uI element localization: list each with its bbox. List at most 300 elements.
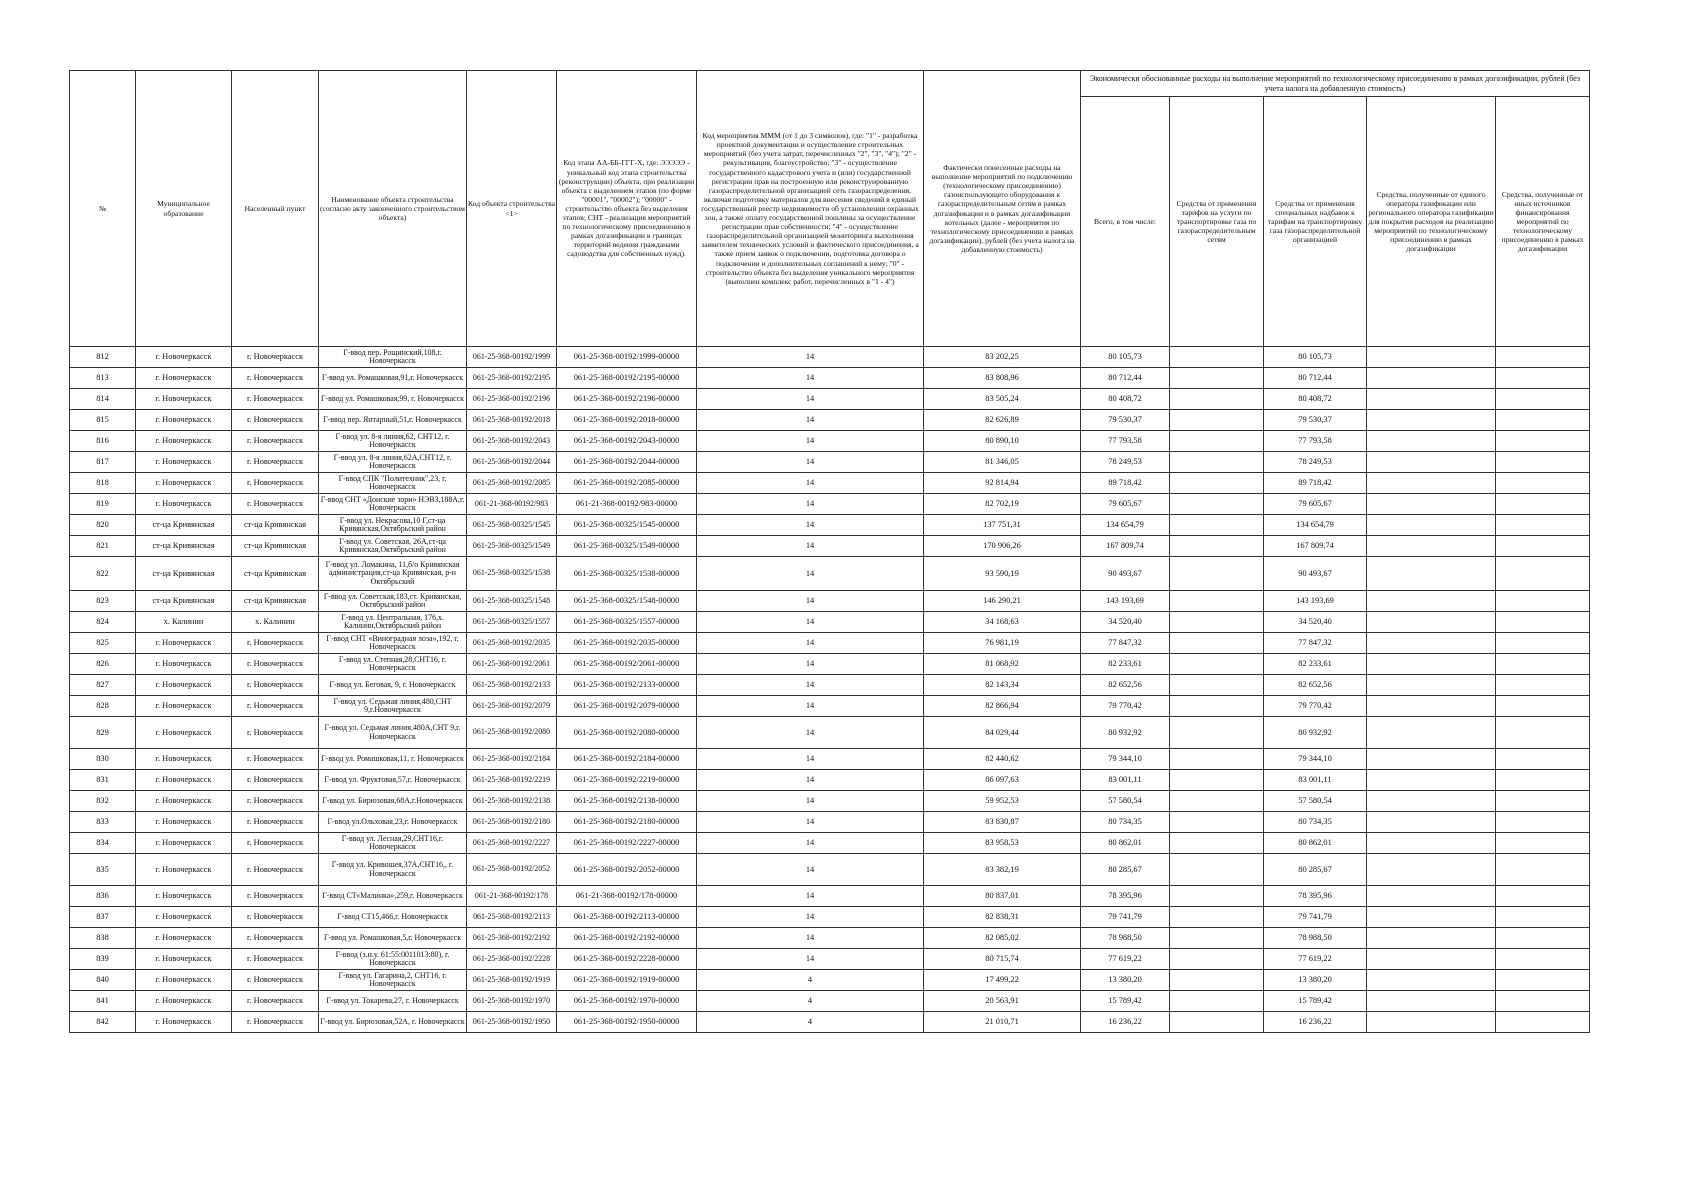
cell-num: 833 — [70, 812, 136, 833]
cell-event-code: 14 — [697, 557, 924, 591]
cell-operator-funds — [1367, 791, 1496, 812]
cell-special-surcharge: 167 809,74 — [1264, 536, 1367, 557]
cell-event-code: 14 — [697, 833, 924, 854]
cell-operator-funds — [1367, 557, 1496, 591]
cell-object-code: 061-25-368-00325/1545 — [467, 515, 557, 536]
cell-municipality: г. Новочеркасск — [136, 970, 232, 991]
cell-event-code: 14 — [697, 368, 924, 389]
cell-transport-tariff — [1170, 410, 1264, 431]
cell-actual-costs: 82 440,62 — [924, 749, 1081, 770]
cell-special-surcharge: 57 580,54 — [1264, 791, 1367, 812]
cell-special-surcharge: 79 530,37 — [1264, 410, 1367, 431]
cell-total: 80 932,92 — [1081, 717, 1170, 749]
cell-operator-funds — [1367, 591, 1496, 612]
cell-other-sources — [1496, 612, 1590, 633]
cell-object-code: 061-25-368-00325/1557 — [467, 612, 557, 633]
cell-object-code: 061-25-368-00192/2227 — [467, 833, 557, 854]
cell-municipality: г. Новочеркасск — [136, 654, 232, 675]
table-row — [70, 749, 1590, 770]
cell-stage-code: 061-25-368-00192/1919-00000 — [557, 970, 697, 991]
cell-transport-tariff — [1170, 812, 1264, 833]
cell-total: 77 793,58 — [1081, 431, 1170, 452]
cell-num: 820 — [70, 515, 136, 536]
cell-transport-tariff — [1170, 654, 1264, 675]
cell-transport-tariff — [1170, 833, 1264, 854]
cell-num: 823 — [70, 591, 136, 612]
cell-municipality: г. Новочеркасск — [136, 812, 232, 833]
cell-total: 89 718,42 — [1081, 473, 1170, 494]
cell-other-sources — [1496, 431, 1590, 452]
cell-municipality: г. Новочеркасск — [136, 675, 232, 696]
cell-stage-code: 061-25-368-00192/2061-00000 — [557, 654, 697, 675]
cell-total: 80 285,67 — [1081, 854, 1170, 886]
cell-special-surcharge: 78 249,53 — [1264, 452, 1367, 473]
cell-actual-costs: 83 808,96 — [924, 368, 1081, 389]
cell-object-name: Г-ввод ул. Ромашковая,11, г. Новочеркасск — [319, 749, 467, 770]
cell-object-code: 061-25-368-00192/2138 — [467, 791, 557, 812]
cell-actual-costs: 92 814,94 — [924, 473, 1081, 494]
cell-object-name: Г-ввод ул. Беговая, 9, г. Новочеркасск — [319, 675, 467, 696]
cell-operator-funds — [1367, 833, 1496, 854]
cell-actual-costs: 82 143,34 — [924, 675, 1081, 696]
cell-actual-costs: 17 499,22 — [924, 970, 1081, 991]
cell-municipality: г. Новочеркасск — [136, 410, 232, 431]
cell-municipality: г. Новочеркасск — [136, 717, 232, 749]
cell-special-surcharge: 15 789,42 — [1264, 991, 1367, 1012]
cell-actual-costs: 83 830,87 — [924, 812, 1081, 833]
header-operator-funds: Средства, полученные от единого оператора газификации или регионального оператора газификации для покрытия расходов на реализацию мероприятий по технологическому присоединению в рамках догазификации — [1367, 97, 1496, 347]
cell-total: 143 193,69 — [1081, 591, 1170, 612]
cell-settlement: г. Новочеркасск — [232, 452, 319, 473]
cell-other-sources — [1496, 907, 1590, 928]
cell-other-sources — [1496, 991, 1590, 1012]
cell-stage-code: 061-21-368-00192/178-00000 — [557, 886, 697, 907]
cell-special-surcharge: 78 988,50 — [1264, 928, 1367, 949]
cell-actual-costs: 86 097,63 — [924, 770, 1081, 791]
cell-stage-code: 061-21-368-00192/983-00000 — [557, 494, 697, 515]
cell-transport-tariff — [1170, 452, 1264, 473]
cell-settlement: г. Новочеркасск — [232, 696, 319, 717]
cell-object-name: Г-ввод ул. Бирюзовая,52А, г. Новочеркасск — [319, 1012, 467, 1033]
cell-stage-code: 061-25-368-00325/1549-00000 — [557, 536, 697, 557]
cell-actual-costs: 137 751,31 — [924, 515, 1081, 536]
cell-num: 816 — [70, 431, 136, 452]
cell-event-code: 14 — [697, 591, 924, 612]
cell-municipality: г. Новочеркасск — [136, 368, 232, 389]
cell-other-sources — [1496, 591, 1590, 612]
cell-municipality: х. Калинин — [136, 612, 232, 633]
cell-operator-funds — [1367, 1012, 1496, 1033]
table-row — [70, 410, 1590, 431]
cell-object-name: Г-ввод ул. Токарева,27, г. Новочеркасск — [319, 991, 467, 1012]
cell-settlement: г. Новочеркасск — [232, 633, 319, 654]
cell-object-code: 061-25-368-00192/1970 — [467, 991, 557, 1012]
cell-operator-funds — [1367, 473, 1496, 494]
cell-total: 79 605,67 — [1081, 494, 1170, 515]
cell-operator-funds — [1367, 928, 1496, 949]
cell-object-code: 061-25-368-00192/2180 — [467, 812, 557, 833]
cell-other-sources — [1496, 473, 1590, 494]
cell-object-code: 061-25-368-00325/1548 — [467, 591, 557, 612]
cell-total: 134 654,79 — [1081, 515, 1170, 536]
cell-other-sources — [1496, 654, 1590, 675]
cell-special-surcharge: 80 932,92 — [1264, 717, 1367, 749]
cell-actual-costs: 84 029,44 — [924, 717, 1081, 749]
table-row — [70, 536, 1590, 557]
cell-actual-costs: 21 010,71 — [924, 1012, 1081, 1033]
table-row — [70, 633, 1590, 654]
cell-settlement: г. Новочеркасск — [232, 473, 319, 494]
cell-transport-tariff — [1170, 473, 1264, 494]
cell-actual-costs: 59 952,53 — [924, 791, 1081, 812]
cell-total: 13 380,20 — [1081, 970, 1170, 991]
cell-actual-costs: 80 715,74 — [924, 949, 1081, 970]
table-body — [70, 347, 1590, 1033]
cell-municipality: г. Новочеркасск — [136, 452, 232, 473]
table-row — [70, 515, 1590, 536]
cell-settlement: г. Новочеркасск — [232, 654, 319, 675]
cell-settlement: г. Новочеркасск — [232, 347, 319, 368]
cell-stage-code: 061-25-368-00192/2228-00000 — [557, 949, 697, 970]
cell-event-code: 14 — [697, 749, 924, 770]
cell-actual-costs: 80 837,01 — [924, 886, 1081, 907]
cell-num: 838 — [70, 928, 136, 949]
cell-event-code: 14 — [697, 812, 924, 833]
cell-operator-funds — [1367, 812, 1496, 833]
cell-num: 813 — [70, 368, 136, 389]
cell-special-surcharge: 90 493,67 — [1264, 557, 1367, 591]
cell-actual-costs: 34 168,63 — [924, 612, 1081, 633]
cell-operator-funds — [1367, 970, 1496, 991]
cell-municipality: г. Новочеркасск — [136, 886, 232, 907]
cell-object-name: Г-ввод ул. Центральная, 176,х. Калинин,Октябрьский район — [319, 612, 467, 633]
cell-settlement: г. Новочеркасск — [232, 854, 319, 886]
cell-num: 839 — [70, 949, 136, 970]
cell-transport-tariff — [1170, 949, 1264, 970]
cell-actual-costs: 82 085,02 — [924, 928, 1081, 949]
header-actual-costs: Фактически понесенные расходы на выполнение мероприятий по подключению (технологическому присоединению) газоиспользующего оборудования к газораспределительным сетям в рамках догазификации и в рамках догазификации котельных (далее - мероприятия по технологическому присоединению в рамках догазификации), рублей (без учета налога на добавленную стоимость) — [924, 71, 1081, 347]
cell-special-surcharge: 83 001,11 — [1264, 770, 1367, 791]
cell-num: 826 — [70, 654, 136, 675]
cell-object-name: Г-ввод ул. Бирюзовая,68А,г.Новочеркасск — [319, 791, 467, 812]
cell-object-name: Г-ввод ул.Ольховая,23,г. Новочеркасск — [319, 812, 467, 833]
cell-settlement: г. Новочеркасск — [232, 907, 319, 928]
table-row — [70, 970, 1590, 991]
cell-total: 83 001,11 — [1081, 770, 1170, 791]
table-header — [70, 71, 1590, 347]
cell-special-surcharge: 16 236,22 — [1264, 1012, 1367, 1033]
cell-transport-tariff — [1170, 696, 1264, 717]
table-row — [70, 347, 1590, 368]
table-row — [70, 431, 1590, 452]
cell-num: 837 — [70, 907, 136, 928]
cell-operator-funds — [1367, 675, 1496, 696]
cell-event-code: 14 — [697, 770, 924, 791]
cell-stage-code: 061-25-368-00192/2192-00000 — [557, 928, 697, 949]
cell-other-sources — [1496, 854, 1590, 886]
cell-settlement: ст-ца Кривянская — [232, 557, 319, 591]
cell-num: 825 — [70, 633, 136, 654]
cell-stage-code: 061-25-368-00325/1538-00000 — [557, 557, 697, 591]
cell-object-code: 061-25-368-00192/1999 — [467, 347, 557, 368]
cell-event-code: 14 — [697, 536, 924, 557]
table-row — [70, 717, 1590, 749]
cell-municipality: ст-ца Кривянская — [136, 515, 232, 536]
cell-municipality: г. Новочеркасск — [136, 633, 232, 654]
cell-object-name: Г-ввод ул. Советская,183,ст. Кривянская, Октябрьский район — [319, 591, 467, 612]
cell-other-sources — [1496, 347, 1590, 368]
cell-settlement: ст-ца Кривянская — [232, 536, 319, 557]
cell-object-code: 061-25-368-00192/2079 — [467, 696, 557, 717]
cell-special-surcharge: 82 233,61 — [1264, 654, 1367, 675]
cell-municipality: г. Новочеркасск — [136, 347, 232, 368]
cell-settlement: г. Новочеркасск — [232, 991, 319, 1012]
table-row — [70, 494, 1590, 515]
cell-object-code: 061-25-368-00192/1919 — [467, 970, 557, 991]
cell-num: 834 — [70, 833, 136, 854]
cell-total: 80 408,72 — [1081, 389, 1170, 410]
cell-other-sources — [1496, 749, 1590, 770]
cell-actual-costs: 76 981,19 — [924, 633, 1081, 654]
header-settlement: Населенный пункт — [232, 71, 319, 347]
cell-municipality: г. Новочеркасск — [136, 770, 232, 791]
cell-other-sources — [1496, 452, 1590, 473]
cell-settlement: г. Новочеркасск — [232, 770, 319, 791]
cell-num: 841 — [70, 991, 136, 1012]
cell-special-surcharge: 80 408,72 — [1264, 389, 1367, 410]
cell-operator-funds — [1367, 949, 1496, 970]
cell-other-sources — [1496, 949, 1590, 970]
cell-transport-tariff — [1170, 928, 1264, 949]
cell-operator-funds — [1367, 368, 1496, 389]
cell-transport-tariff — [1170, 515, 1264, 536]
table-row — [70, 991, 1590, 1012]
cell-stage-code: 061-25-368-00192/2113-00000 — [557, 907, 697, 928]
cell-stage-code: 061-25-368-00192/1950-00000 — [557, 1012, 697, 1033]
cell-settlement: г. Новочеркасск — [232, 749, 319, 770]
table-row — [70, 654, 1590, 675]
cell-object-name: Г-ввод ул. Фруктовая,57,г. Новочеркасск — [319, 770, 467, 791]
cell-event-code: 14 — [697, 886, 924, 907]
cell-other-sources — [1496, 368, 1590, 389]
cell-num: 836 — [70, 886, 136, 907]
cell-event-code: 14 — [697, 717, 924, 749]
cell-operator-funds — [1367, 770, 1496, 791]
table-row — [70, 886, 1590, 907]
cell-other-sources — [1496, 970, 1590, 991]
cell-stage-code: 061-25-368-00192/2043-00000 — [557, 431, 697, 452]
cell-stage-code: 061-25-368-00192/2035-00000 — [557, 633, 697, 654]
cell-total: 16 236,22 — [1081, 1012, 1170, 1033]
cell-other-sources — [1496, 928, 1590, 949]
cell-operator-funds — [1367, 536, 1496, 557]
cell-actual-costs: 93 590,19 — [924, 557, 1081, 591]
cell-settlement: ст-ца Кривянская — [232, 591, 319, 612]
cell-stage-code: 061-25-368-00192/2052-00000 — [557, 854, 697, 886]
table-row — [70, 612, 1590, 633]
cell-object-code: 061-25-368-00192/2044 — [467, 452, 557, 473]
cell-stage-code: 061-25-368-00325/1548-00000 — [557, 591, 697, 612]
table-row — [70, 675, 1590, 696]
cell-municipality: г. Новочеркасск — [136, 928, 232, 949]
cell-operator-funds — [1367, 410, 1496, 431]
header-special-surcharge: Средства от применения специальных надбавок к тарифам на транспортировку газа газораспределительной организацией — [1264, 97, 1367, 347]
cell-num: 840 — [70, 970, 136, 991]
table-row — [70, 1012, 1590, 1033]
cell-event-code: 14 — [697, 791, 924, 812]
cell-settlement: г. Новочеркасск — [232, 717, 319, 749]
cell-municipality: г. Новочеркасск — [136, 696, 232, 717]
cell-actual-costs: 146 290,21 — [924, 591, 1081, 612]
cell-object-code: 061-21-368-00192/983 — [467, 494, 557, 515]
cell-operator-funds — [1367, 515, 1496, 536]
cell-other-sources — [1496, 696, 1590, 717]
cell-operator-funds — [1367, 886, 1496, 907]
cell-other-sources — [1496, 791, 1590, 812]
cell-object-code: 061-25-368-00192/2196 — [467, 389, 557, 410]
header-other-sources: Средства, полученные от иных источников финансирования мероприятий по технологическому присоединению в рамках догазификации — [1496, 97, 1590, 347]
cell-other-sources — [1496, 1012, 1590, 1033]
cell-num: 842 — [70, 1012, 136, 1033]
cell-other-sources — [1496, 886, 1590, 907]
header-transport-tariff: Средства от применения тарифов на услуги по транспортировке газа по газораспределительным сетям — [1170, 97, 1264, 347]
cell-num: 828 — [70, 696, 136, 717]
cell-transport-tariff — [1170, 886, 1264, 907]
cell-object-code: 061-25-368-00192/2192 — [467, 928, 557, 949]
cell-total: 167 809,74 — [1081, 536, 1170, 557]
cell-other-sources — [1496, 410, 1590, 431]
cell-municipality: г. Новочеркасск — [136, 389, 232, 410]
cell-operator-funds — [1367, 749, 1496, 770]
cell-object-name: Г-ввод ул. Ромашковая,99, г. Новочеркасск — [319, 389, 467, 410]
table-row — [70, 696, 1590, 717]
cell-other-sources — [1496, 389, 1590, 410]
cell-settlement: г. Новочеркасск — [232, 1012, 319, 1033]
cell-total: 15 789,42 — [1081, 991, 1170, 1012]
cell-special-surcharge: 13 380,20 — [1264, 970, 1367, 991]
cell-total: 80 734,35 — [1081, 812, 1170, 833]
cell-object-name: Г-ввод ул. 8-я линия,62А,СНТ12, г. Новочеркасск — [319, 452, 467, 473]
cell-actual-costs: 83 382,19 — [924, 854, 1081, 886]
cell-total: 78 249,53 — [1081, 452, 1170, 473]
header-event-code: Код мероприятия МММ (от 1 до 3 символов), где: "1" - разработка проектной документации и осуществление строительных мероприятий (без учета затрат, перечисленных "2", "3", "4"); "2" - рекультивация, благоустройство; "3" - осуществление государственного кадастрового учета и (или) государственной регистрации прав на построенную или реконструированную газораспределительной организацией сеть газораспределения, включая подготовку материалов для внесения сведений в единый государственный реестр недвижимости об установлении охранных зон, а также оплату государственной пошлины за осуществление регистрации прав собственности; "4" - осуществление газораспределительной организацией мониторинга выполнения заявителем технических условий и фактического присоединения, а также прием заявок о подключении, подготовка договора о подключении и дополнительных соглашений к нему; "0" - строительство объекта без выделения уникального мероприятия (выполнен комплекс работ, перечисленных в "1 - 4") — [697, 71, 924, 347]
cell-event-code: 14 — [697, 389, 924, 410]
table-row — [70, 389, 1590, 410]
cell-transport-tariff — [1170, 389, 1264, 410]
table-row — [70, 928, 1590, 949]
cell-settlement: г. Новочеркасск — [232, 410, 319, 431]
cell-operator-funds — [1367, 696, 1496, 717]
header-total: Всего, в том числе: — [1081, 97, 1170, 347]
cell-object-name: Г-ввод СПК "Политехник",23, г. Новочеркасск — [319, 473, 467, 494]
cell-special-surcharge: 80 712,44 — [1264, 368, 1367, 389]
cell-settlement: г. Новочеркасск — [232, 886, 319, 907]
header-stage-code: Код этапа АА-ББ-ГГГ-Х, где: ЭЭЭЭЭ - уникальный код этапа строительства (реконструкции) объекта, при реализации объекта с выделением этапов (по форме "00001", "00002"); "00000" - строительство объекта без выделения этапов; СНТ - реализация мероприятий по технологическому присоединению в рамках догазификации в границах территорий ведения гражданами садоводства для собственных нужд). — [557, 71, 697, 347]
cell-other-sources — [1496, 770, 1590, 791]
cell-municipality: г. Новочеркасск — [136, 473, 232, 494]
cell-stage-code: 061-25-368-00192/2133-00000 — [557, 675, 697, 696]
cell-municipality: г. Новочеркасск — [136, 991, 232, 1012]
cell-other-sources — [1496, 812, 1590, 833]
cell-settlement: г. Новочеркасск — [232, 368, 319, 389]
cell-stage-code: 061-25-368-00192/1999-00000 — [557, 347, 697, 368]
cell-municipality: ст-ца Кривянская — [136, 591, 232, 612]
cell-transport-tariff — [1170, 749, 1264, 770]
cell-total: 79 530,37 — [1081, 410, 1170, 431]
cell-municipality: г. Новочеркасск — [136, 791, 232, 812]
cell-object-name: Г-ввод (з.н.у. 61:55:0011013:80), г. Новочеркасск — [319, 949, 467, 970]
cell-event-code: 14 — [697, 515, 924, 536]
cell-special-surcharge: 82 652,56 — [1264, 675, 1367, 696]
cell-num: 829 — [70, 717, 136, 749]
cell-object-code: 061-25-368-00192/1950 — [467, 1012, 557, 1033]
cell-num: 832 — [70, 791, 136, 812]
cell-object-code: 061-21-368-00192/178 — [467, 886, 557, 907]
cell-transport-tariff — [1170, 612, 1264, 633]
cell-total: 77 847,32 — [1081, 633, 1170, 654]
cell-municipality: г. Новочеркасск — [136, 1012, 232, 1033]
cell-object-name: Г-ввод ул. Степная,28,СНТ16, г. Новочеркасск — [319, 654, 467, 675]
cell-num: 819 — [70, 494, 136, 515]
cell-num: 824 — [70, 612, 136, 633]
cell-total: 80 862,01 — [1081, 833, 1170, 854]
cell-municipality: г. Новочеркасск — [136, 907, 232, 928]
cell-object-code: 061-25-368-00192/2219 — [467, 770, 557, 791]
table-row — [70, 591, 1590, 612]
cell-event-code: 14 — [697, 431, 924, 452]
cell-object-name: Г-ввод СНТ «Виноградная лоза»,192, г. Новочеркасск — [319, 633, 467, 654]
cell-transport-tariff — [1170, 791, 1264, 812]
cell-settlement: г. Новочеркасск — [232, 949, 319, 970]
cell-operator-funds — [1367, 717, 1496, 749]
cell-event-code: 14 — [697, 410, 924, 431]
cell-transport-tariff — [1170, 770, 1264, 791]
cell-object-name: Г-ввод ул. Гагарина,2, СНТ16, г. Новочеркасск — [319, 970, 467, 991]
cell-settlement: г. Новочеркасск — [232, 675, 319, 696]
cell-object-name: Г-ввод ул. Кривошея,37А,СНТ16,, г. Новочеркасск — [319, 854, 467, 886]
cell-special-surcharge: 79 770,42 — [1264, 696, 1367, 717]
cell-settlement: г. Новочеркасск — [232, 494, 319, 515]
cell-object-name: Г-ввод ул. Лесная,29,СНТ16,г. Новочеркасск — [319, 833, 467, 854]
cell-object-name: Г-ввод ул. Ромашковая,5,г. Новочеркасск — [319, 928, 467, 949]
cell-stage-code: 061-25-368-00325/1557-00000 — [557, 612, 697, 633]
cell-special-surcharge: 80 734,35 — [1264, 812, 1367, 833]
cell-actual-costs: 170 906,26 — [924, 536, 1081, 557]
cell-transport-tariff — [1170, 991, 1264, 1012]
table-row — [70, 452, 1590, 473]
cell-municipality: г. Новочеркасск — [136, 749, 232, 770]
cell-settlement: г. Новочеркасск — [232, 970, 319, 991]
cell-special-surcharge: 77 847,32 — [1264, 633, 1367, 654]
cell-event-code: 14 — [697, 612, 924, 633]
cell-total: 80 105,73 — [1081, 347, 1170, 368]
cell-other-sources — [1496, 717, 1590, 749]
cell-transport-tariff — [1170, 536, 1264, 557]
cell-object-code: 061-25-368-00192/2080 — [467, 717, 557, 749]
cell-num: 817 — [70, 452, 136, 473]
cell-operator-funds — [1367, 452, 1496, 473]
cell-special-surcharge: 79 741,79 — [1264, 907, 1367, 928]
cell-operator-funds — [1367, 494, 1496, 515]
table-row — [70, 770, 1590, 791]
cell-event-code: 14 — [697, 633, 924, 654]
cell-event-code: 14 — [697, 696, 924, 717]
cell-object-name: Г-ввод ул. Ромашковая,91,г. Новочеркасск — [319, 368, 467, 389]
cell-event-code: 4 — [697, 1012, 924, 1033]
cell-total: 82 652,56 — [1081, 675, 1170, 696]
cell-actual-costs: 82 626,89 — [924, 410, 1081, 431]
cell-object-code: 061-25-368-00192/2113 — [467, 907, 557, 928]
